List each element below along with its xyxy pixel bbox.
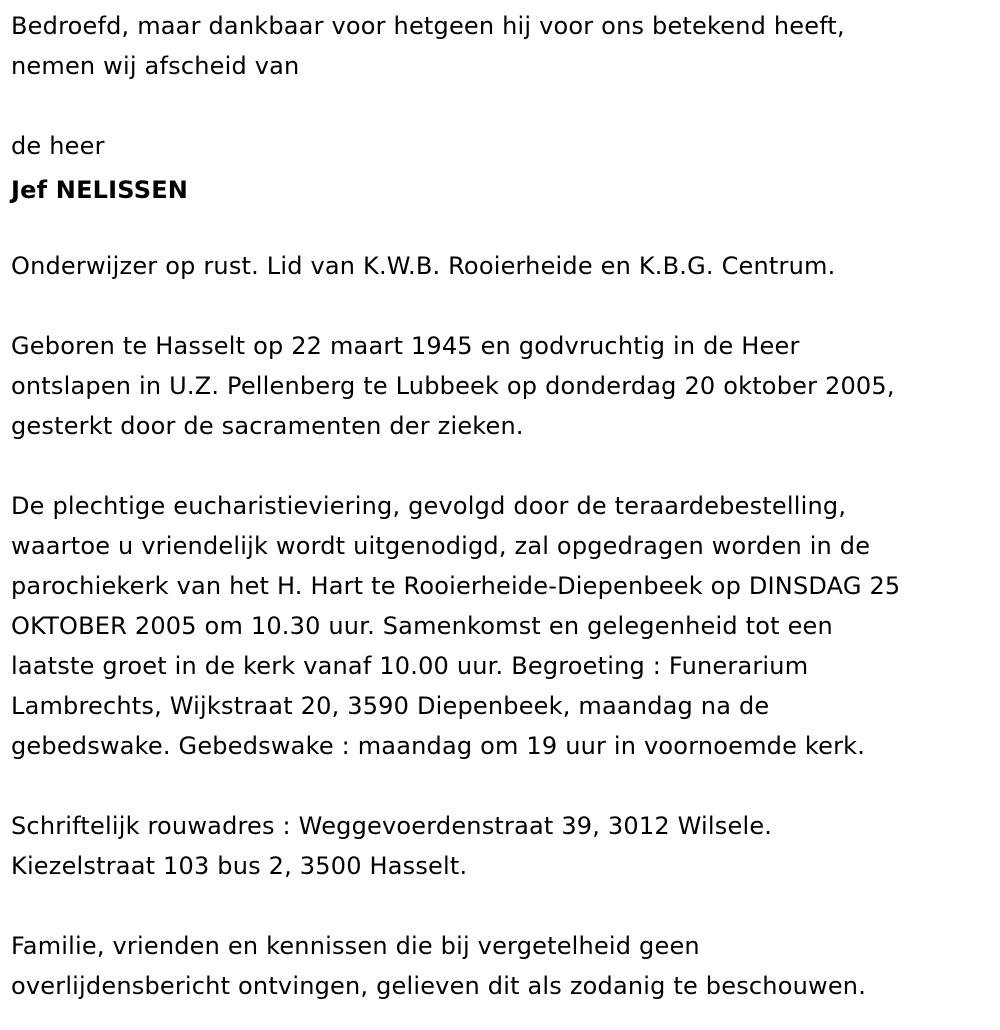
text-line: laatste groet in de kerk vanaf 10.00 uur. Begroeting : Funerarium <box>11 652 809 680</box>
birth-death-paragraph <box>11 326 991 446</box>
text-line: nemen wij afscheid van <box>11 52 300 80</box>
text-line: waartoe u vriendelijk wordt uitgenodigd, zal opgedragen worden in de <box>11 532 871 560</box>
text-line: Kiezelstraat 103 bus 2, 3500 Hasselt. <box>11 852 468 880</box>
text-line: gebedswake. Gebedswake : maandag om 19 uur in voornoemde kerk. <box>11 732 866 760</box>
text-line: Familie, vrienden en kennissen die bij vergetelheid geen <box>11 932 700 960</box>
text-line: Lambrechts, Wijkstraat 20, 3590 Diepenbeek, maandag na de <box>11 692 770 720</box>
ceremony-paragraph <box>11 486 991 766</box>
text-line: De plechtige eucharistieviering, gevolgd door de teraardebestelling, <box>11 492 847 520</box>
address-paragraph <box>11 806 991 886</box>
salutation: de heer <box>11 132 105 160</box>
paragraph-spacer <box>11 86 991 126</box>
obituary-notice <box>11 6 991 1006</box>
text-line: parochiekerk van het H. Hart te Rooierheide-Diepenbeek op DINSDAG 25 <box>11 572 901 600</box>
text-line: gesterkt door de sacramenten der zieken. <box>11 412 524 440</box>
text-line: overlijdensbericht ontvingen, gelieven dit als zodanig te beschouwen. <box>11 972 867 1000</box>
paragraph-spacer <box>11 214 991 246</box>
text-line: Schriftelijk rouwadres : Weggevoerdenstraat 39, 3012 Wilsele. <box>11 812 773 840</box>
closing-paragraph <box>11 926 991 1006</box>
deceased-name: Jef NELISSEN <box>11 176 189 204</box>
paragraph-spacer <box>11 766 991 806</box>
text-line: ontslapen in U.Z. Pellenberg te Lubbeek op donderdag 20 oktober 2005, <box>11 372 895 400</box>
occupation-paragraph <box>11 246 991 286</box>
opening-paragraph <box>11 6 991 86</box>
text-line: Bedroefd, maar dankbaar voor hetgeen hij voor ons betekend heeft, <box>11 12 845 40</box>
text-line: Geboren te Hasselt op 22 maart 1945 en godvruchtig in de Heer <box>11 332 800 360</box>
text-line: OKTOBER 2005 om 10.30 uur. Samenkomst en gelegenheid tot een <box>11 612 833 640</box>
paragraph-spacer <box>11 446 991 486</box>
paragraph-spacer <box>11 286 991 326</box>
text-line: Onderwijzer op rust. Lid van K.W.B. Rooierheide en K.B.G. Centrum. <box>11 252 836 280</box>
paragraph-spacer <box>11 886 991 926</box>
